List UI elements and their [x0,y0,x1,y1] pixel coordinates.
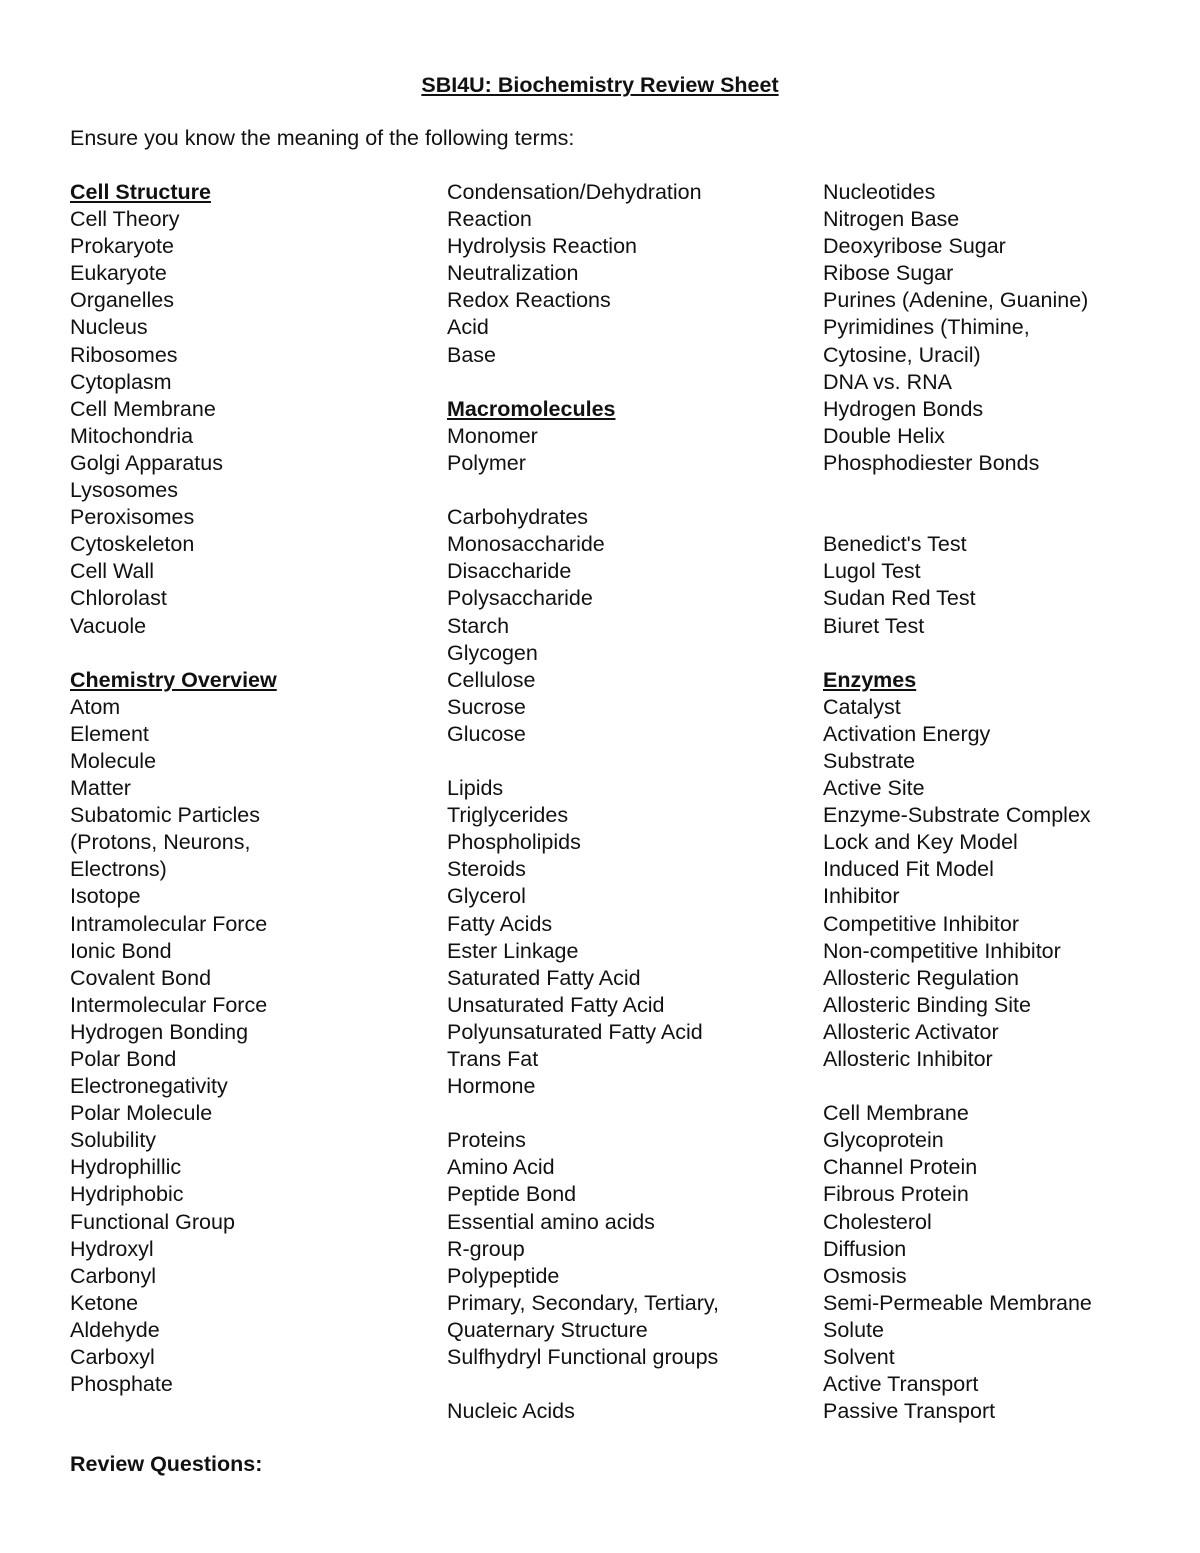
term-item: Neutralization [447,261,579,286]
term-item: Monomer [447,423,538,448]
term-item: Active Transport [823,1372,979,1397]
term-item: Sulfhydryl Functional groups [447,1345,719,1370]
term-item: Disaccharide [447,559,572,584]
term-item: Polysaccharide [447,586,593,611]
terms-column-2 [447,179,719,1425]
term-item: Nitrogen Base [823,207,960,232]
term-item: Cellulose [447,667,536,692]
spacer-line [823,1073,1092,1100]
term-item: Diffusion [823,1236,907,1261]
term-item: Cytoplasm [70,369,172,394]
term-item: Covalent Bond [70,965,212,990]
term-item: Quaternary Structure [447,1317,648,1342]
term-item: Aldehyde [70,1317,160,1342]
term-item: Fibrous Protein [823,1182,969,1207]
term-item: Polyunsaturated Fatty Acid [447,1019,703,1044]
term-item: Semi-Permeable Membrane [823,1290,1092,1315]
term-item: Sudan Red Test [823,586,976,611]
intro-text: Ensure you know the meaning of the following terms: [70,126,575,150]
term-item: Monosaccharide [447,532,605,557]
term-item: Polar Molecule [70,1101,213,1126]
term-item: Fatty Acids [447,911,553,936]
term-item: Carboxyl [70,1345,155,1370]
term-item: Phosphate [70,1372,173,1397]
term-item: Induced Fit Model [823,857,994,882]
spacer-line [70,640,277,667]
term-item: Allosteric Regulation [823,965,1019,990]
term-item: Glucose [447,721,526,746]
term-item: Substrate [823,748,916,773]
term-item: Trans Fat [447,1047,539,1071]
term-item: Peptide Bond [447,1182,577,1207]
spacer-line [447,1371,719,1398]
term-item: Carbohydrates [447,505,589,530]
term-item: Enzyme-Substrate Complex [823,803,1091,828]
term-item: Redox Reactions [447,288,611,313]
spacer-line [447,748,719,775]
page-title: SBI4U: Biochemistry Review Sheet [421,73,779,97]
term-item: Functional Group [70,1209,235,1234]
term-item: Cytosine, Uracil) [823,342,981,367]
term-item: Pyrimidines (Thimine, [823,315,1030,340]
term-item: Cell Wall [70,559,155,584]
term-item: Benedict's Test [823,532,967,557]
term-item: Intramolecular Force [70,911,268,936]
term-item: Proteins [447,1128,526,1153]
term-item: Ribosomes [70,342,178,367]
term-item: Isotope [70,884,141,909]
term-item: Steroids [447,857,526,882]
term-item: Molecule [70,748,157,773]
term-item: Cell Theory [70,207,180,232]
term-item: Non-competitive Inhibitor [823,938,1061,963]
term-item: Double Helix [823,423,945,448]
term-item: Inhibitor [823,884,900,909]
term-item: Sucrose [447,694,526,719]
spacer-line [823,477,1092,504]
term-item: Catalyst [823,694,901,719]
term-item: Atom [70,694,121,719]
spacer-line [823,640,1092,667]
term-item: Allosteric Activator [823,1019,999,1044]
term-item: Activation Energy [823,721,991,746]
term-item: Lock and Key Model [823,830,1018,855]
term-item: Phosphodiester Bonds [823,450,1040,475]
term-item: Cholesterol [823,1209,932,1234]
term-item: Essential amino acids [447,1209,655,1234]
spacer-line [447,1100,719,1127]
term-item: Glycoprotein [823,1128,944,1153]
term-item: Reaction [447,207,532,232]
term-item: Acid [447,315,489,340]
term-item: Peroxisomes [70,505,195,530]
review-questions-heading: Review Questions: [70,1452,263,1476]
term-item: Golgi Apparatus [70,450,223,475]
term-item: Polypeptide [447,1263,560,1288]
term-item: Vacuole [70,613,147,638]
term-item: Deoxyribose Sugar [823,234,1006,259]
term-item: Solvent [823,1345,895,1370]
term-item: Ribose Sugar [823,261,954,286]
term-item: Eukaryote [70,261,167,286]
term-item: Chlorolast [70,586,167,611]
term-item: Ionic Bond [70,938,172,963]
term-item: Cytoskeleton [70,532,195,557]
term-item: Matter [70,776,131,801]
section-heading: Cell Structure [70,180,211,204]
spacer-line [823,504,1092,531]
term-item: Hormone [447,1074,536,1099]
term-item: Allosteric Inhibitor [823,1047,993,1071]
term-item: Hydrolysis Reaction [447,234,637,259]
term-item: Intermolecular Force [70,992,268,1017]
term-item: Ester Linkage [447,938,579,963]
term-item: Osmosis [823,1263,907,1288]
term-item: Passive Transport [823,1399,996,1424]
term-item: Channel Protein [823,1155,978,1180]
term-item: Lysosomes [70,478,178,503]
term-item: Lipids [447,776,504,801]
term-item: Element [70,721,149,746]
term-item: DNA vs. RNA [823,369,953,394]
term-item: Polymer [447,450,526,475]
term-item: Solubility [70,1128,157,1153]
term-item: Condensation/Dehydration [447,180,702,204]
term-item: Hydriphobic [70,1182,184,1207]
term-item: (Protons, Neurons, [70,830,251,855]
term-item: Ketone [70,1290,139,1315]
section-heading: Enzymes [823,667,917,692]
term-item: Competitive Inhibitor [823,911,1019,936]
term-item: Nucleic Acids [447,1399,575,1424]
term-item: R-group [447,1236,525,1261]
term-item: Cell Membrane [823,1101,969,1126]
terms-column-3 [823,179,1092,1425]
term-item: Saturated Fatty Acid [447,965,641,990]
terms-column-1 [70,179,277,1398]
term-item: Solute [823,1317,884,1342]
term-item: Purines (Adenine, Guanine) [823,288,1089,313]
spacer-line [447,369,719,396]
term-item: Cell Membrane [70,396,216,421]
term-item: Polar Bond [70,1047,177,1071]
term-item: Hydrophillic [70,1155,182,1180]
term-item: Glycogen [447,640,538,665]
term-item: Hydrogen Bonding [70,1019,249,1044]
term-item: Biuret Test [823,613,925,638]
term-item: Base [447,342,497,367]
term-item: Hydrogen Bonds [823,396,984,421]
term-item: Glycerol [447,884,526,909]
term-item: Mitochondria [70,423,194,448]
term-item: Carbonyl [70,1263,157,1288]
term-item: Phospholipids [447,830,581,855]
section-heading: Chemistry Overview [70,667,277,692]
term-item: Hydroxyl [70,1236,154,1261]
term-item: Unsaturated Fatty Acid [447,992,665,1017]
section-heading: Macromolecules [447,396,616,421]
term-item: Triglycerides [447,803,569,828]
term-item: Electrons) [70,857,167,882]
term-item: Nucleotides [823,180,936,204]
term-item: Nucleus [70,315,148,340]
term-item: Organelles [70,288,174,313]
term-item: Lugol Test [823,559,921,584]
term-item: Amino Acid [447,1155,555,1180]
term-item: Electronegativity [70,1074,228,1099]
spacer-line [447,477,719,504]
term-item: Primary, Secondary, Tertiary, [447,1290,720,1315]
term-item: Allosteric Binding Site [823,992,1031,1017]
term-item: Starch [447,613,510,638]
term-item: Prokaryote [70,234,174,259]
term-item: Subatomic Particles [70,803,260,828]
term-item: Active Site [823,776,925,801]
